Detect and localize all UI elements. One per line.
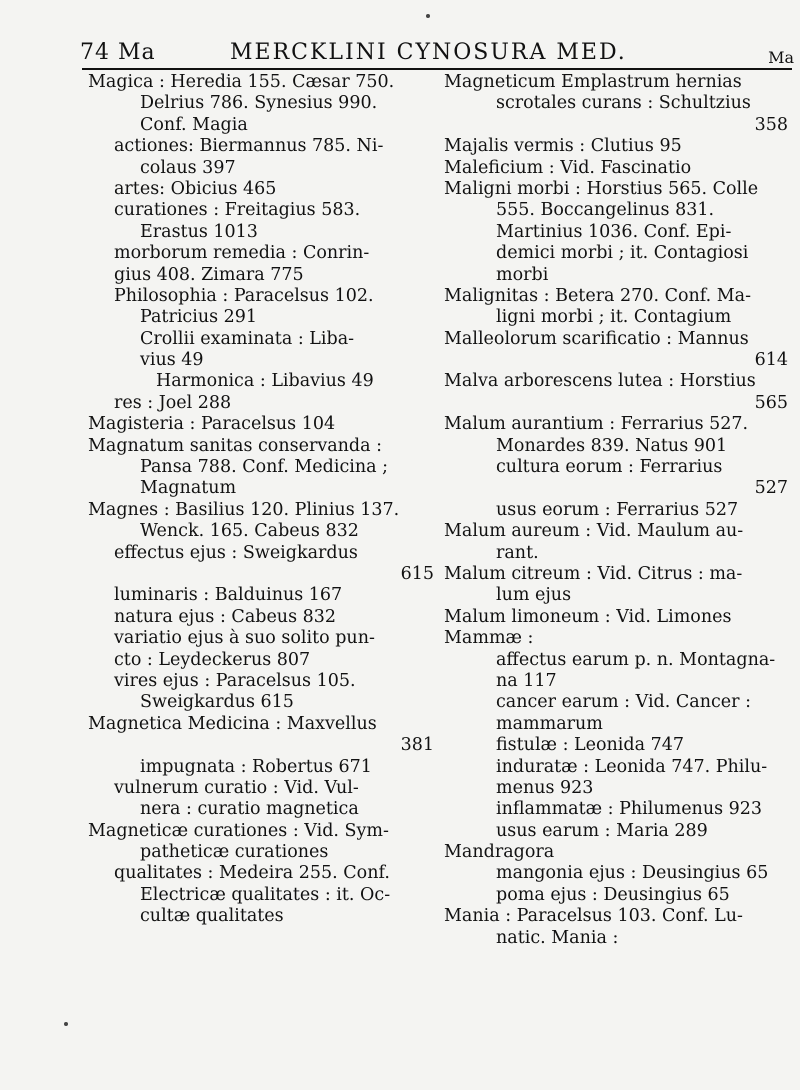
index-entry-line: nera : curatio magnetica — [140, 799, 359, 820]
index-entry-line: scrotales curans : Schultzius — [496, 93, 751, 114]
index-entry-line: fistulæ : Leonida 747 — [496, 735, 685, 756]
index-entry-line: mangonia ejus : Deusingius 65 — [496, 863, 769, 884]
index-entry-line: na 117 — [496, 670, 557, 691]
index-entry-line: Monardes 839. Natus 901 — [496, 435, 728, 456]
index-entry-line: Philosophia : Paracelsus 102. — [114, 285, 374, 306]
index-entry-line: artes: Obicius 465 — [114, 178, 277, 199]
index-entry-line: lum ejus — [496, 585, 572, 606]
index-entry-line: Harmonica : Libavius 49 — [156, 371, 374, 392]
index-entry-line: Malum citreum : Vid. Citrus : ma- — [444, 563, 743, 584]
index-entry-line: Wenck. 165. Cabeus 832 — [140, 521, 359, 542]
index-entry-line: affectus earum p. n. Montagna- — [496, 649, 776, 670]
index-entry-line: Mandragora — [444, 842, 555, 863]
index-entry-line: 555. Boccangelinus 831. — [496, 200, 715, 221]
index-entry-line: 358 — [754, 114, 788, 135]
index-entry-line: natic. Mania : — [496, 927, 619, 948]
index-entry-line: Erastus 1013 — [140, 221, 258, 242]
index-entry-line: impugnata : Robertus 671 — [140, 756, 372, 777]
index-entry-line: Malum aureum : Vid. Maulum au- — [444, 521, 744, 542]
index-entry-line: usus earum : Maria 289 — [496, 820, 708, 841]
index-entry-line: Crollii examinata : Liba- — [140, 328, 355, 349]
index-entry-line: Magica : Heredia 155. Cæsar 750. — [88, 72, 395, 92]
running-title: MERCKLINI CYNOSURA MED. — [230, 40, 627, 65]
index-entry-line: Patricius 291 — [140, 307, 258, 328]
index-entry-line: induratæ : Leonida 747. Philu- — [496, 756, 768, 777]
index-entry-line: menus 923 — [496, 777, 594, 798]
index-entry-line: Mania : Paracelsus 103. Conf. Lu- — [444, 906, 743, 927]
index-entry-line: cultæ qualitates — [140, 906, 284, 927]
index-entry-line: gius 408. Zimara 775 — [114, 264, 304, 285]
index-entry-line: Magnatum sanitas conservanda : — [88, 435, 383, 456]
catchword-header: Ma — [768, 48, 794, 67]
index-entry-line: actiones: Biermannus 785. Ni- — [114, 136, 384, 157]
index-entry-line: Magneticum Emplastrum hernias — [444, 72, 742, 92]
index-entry-line: Malum aurantium : Ferrarius 527. — [444, 414, 749, 435]
index-entry-line: 565 — [754, 392, 788, 413]
index-entry-line: Malum limoneum : Vid. Limones — [444, 606, 732, 627]
index-entry-line: Magisteria : Paracelsus 104 — [88, 414, 336, 435]
index-entry-line: Malignitas : Betera 270. Conf. Ma- — [444, 285, 752, 306]
index-entry-line: vius 49 — [140, 350, 204, 371]
index-entry-line: curationes : Freitagius 583. — [114, 200, 361, 221]
index-entry-line: poma ejus : Deusingius 65 — [496, 884, 730, 905]
index-entry-line: morbi — [496, 264, 549, 285]
index-entry-line: ligni morbi ; it. Contagium — [496, 307, 732, 328]
index-entry-line: colaus 397 — [140, 157, 236, 178]
index-entry-line: Martinius 1036. Conf. Epi- — [496, 221, 732, 242]
index-entry-line: morborum remedia : Conrin- — [114, 243, 370, 264]
index-entry-line: natura ejus : Cabeus 832 — [114, 606, 337, 627]
index-entry-line: Maleficium : Vid. Fascinatio — [444, 157, 692, 178]
index-column-left — [88, 72, 434, 928]
ink-speck — [426, 14, 430, 18]
index-entry-line: Majalis vermis : Clutius 95 — [444, 136, 682, 157]
index-entry-line: 527 — [754, 478, 788, 499]
index-entry-line: 615 — [400, 563, 434, 584]
index-entry-line: rant. — [496, 542, 539, 563]
index-entry-line: effectus ejus : Sweigkardus — [114, 542, 358, 563]
index-entry-line: demici morbi ; it. Contagiosi — [496, 243, 749, 264]
index-entry-line: Maligni morbi : Horstius 565. Colle — [444, 178, 759, 199]
index-entry-line: cancer earum : Vid. Cancer : — [496, 692, 751, 713]
index-entry-line: 381 — [400, 735, 434, 756]
index-entry-line: 614 — [754, 350, 788, 371]
index-entry-line: Malva arborescens lutea : Horstius — [444, 371, 756, 392]
index-entry-line: Delrius 786. Synesius 990. — [140, 93, 378, 114]
index-entry-line: Sweigkardus 615 — [140, 692, 294, 713]
ink-speck — [64, 1022, 68, 1026]
header-rule — [82, 68, 792, 70]
index-entry-line: mammarum — [496, 713, 603, 734]
index-entry-line: cultura eorum : Ferrarius — [496, 457, 723, 478]
index-column-right — [444, 72, 788, 949]
index-entry-line: qualitates : Medeira 255. Conf. — [114, 863, 390, 884]
index-entry-line: variatio ejus à suo solito pun- — [114, 628, 375, 649]
index-entry-line: Magnatum — [140, 478, 237, 499]
index-entry-line: inflammatæ : Philumenus 923 — [496, 799, 763, 820]
index-entry-line: Magneticæ curationes : Vid. Sym- — [88, 820, 389, 841]
index-entry-line: Magnetica Medicina : Maxvellus — [88, 713, 377, 734]
index-entry-line: Malleolorum scarificatio : Mannus — [444, 328, 749, 349]
index-entry-line: Electricæ qualitates : it. Oc- — [140, 884, 391, 905]
index-entry-line: Conf. Magia — [140, 114, 248, 135]
index-entry-line: usus eorum : Ferrarius 527 — [496, 499, 739, 520]
index-entry-line: patheticæ curationes — [140, 842, 329, 863]
page-number-header: 74 Ma — [80, 40, 156, 65]
index-entry-line: res : Joel 288 — [114, 392, 232, 413]
index-entry-line: cto : Leydeckerus 807 — [114, 649, 311, 670]
index-entry-line: Pansa 788. Conf. Medicina ; — [140, 457, 389, 478]
index-entry-line: vulnerum curatio : Vid. Vul- — [114, 777, 359, 798]
page-header — [80, 36, 800, 68]
index-entry-line: Magnes : Basilius 120. Plinius 137. — [88, 499, 400, 520]
index-entry-line: vires ejus : Paracelsus 105. — [114, 670, 356, 691]
index-entry-line: luminaris : Balduinus 167 — [114, 585, 343, 606]
index-entry-line: Mammæ : — [444, 628, 534, 649]
